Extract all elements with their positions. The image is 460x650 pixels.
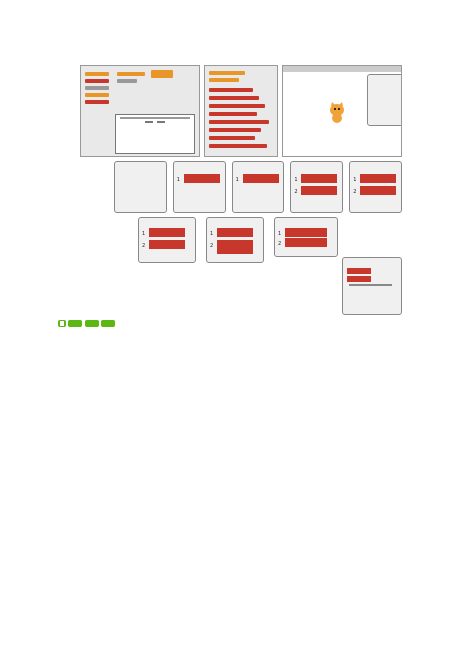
dialog-cancel-button[interactable] <box>157 121 165 123</box>
list-monitors-growth <box>114 161 402 213</box>
list-monitor-one-item[interactable]: 1 <box>173 161 226 213</box>
cat-sprite-icon <box>327 102 347 124</box>
step-export-list <box>80 267 336 312</box>
list-monitor-two-items[interactable]: 1 2 <box>290 161 343 213</box>
list-monitor-empty[interactable] <box>114 161 167 213</box>
list-monitor-typed-item[interactable]: 1 <box>232 161 285 213</box>
join-block <box>58 320 66 327</box>
dialog-name-input[interactable] <box>120 117 190 119</box>
list-context-menu-demo[interactable] <box>342 257 402 315</box>
compare-equal-block <box>85 320 99 327</box>
screenshots-create-list <box>80 65 402 157</box>
page-content <box>58 62 402 331</box>
list-monitor-two-items-filled[interactable]: 1 2 <box>349 161 402 213</box>
dialog-ok-button[interactable] <box>145 121 153 123</box>
decorative-border-top <box>0 0 460 40</box>
list-monitor-resize-3[interactable]: 1 2 <box>274 217 338 257</box>
decorative-border-right <box>414 0 460 650</box>
context-menu <box>349 284 392 286</box>
screenshot-stage-list <box>282 65 402 157</box>
compare-greater-block <box>101 320 115 327</box>
list-monitor-resize-1[interactable]: 1 2 <box>138 217 196 263</box>
stage-list-monitor[interactable] <box>367 74 402 126</box>
screenshot-list-blocks <box>204 65 278 157</box>
screenshot-variables-dialog <box>80 65 200 157</box>
list-monitor-resize-2[interactable]: 1 2 <box>206 217 264 263</box>
strings-join <box>58 318 402 328</box>
decorative-border-left <box>0 0 46 650</box>
decorative-border-bottom <box>0 610 460 650</box>
create-list-dialog <box>115 114 195 154</box>
compare-less-block <box>68 320 82 327</box>
